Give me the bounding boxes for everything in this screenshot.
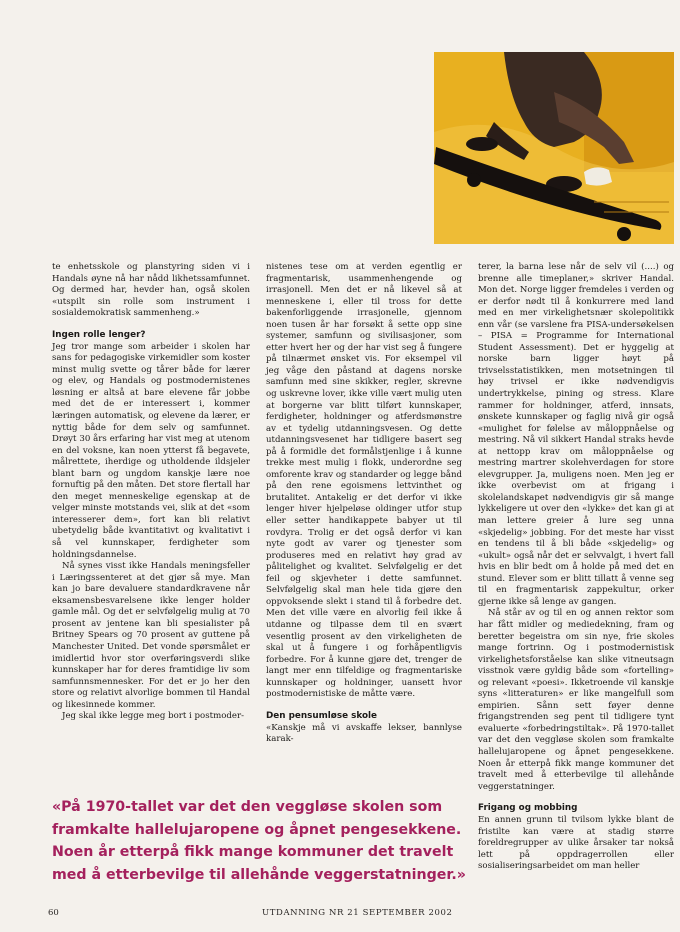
col2-paragraph-2: «Kanskje må vi avskaffe lekser, bannlyse karak-	[266, 722, 462, 745]
col3-paragraph-2: Nå står av og til en og annen rektor som har fått midler og mediedekning, fram og beretter begeistra om sin nye, frie skoles mange fortrinn. Og i postmodernistisk virkelighetsforståelse kan slike vitneutsagn visstnok være gyldig både som «fortelling» og relevant «poesi». Ikketroende vil kanskje syns «litteraturen» er like mangelfull som empirien. Sånn sett føyer denne frigangstrenden seg pent til tidligere tynt evaluerte «forbedringstiltak». På 1970-tallet var det den veggløse skolen som framkalte hallelujaropene og åpnet pengesekkene. Noen år etterpå fikk mange kommuner det travelt med å etterbevilge til allehånde veggerstatninger.	[478, 608, 674, 792]
col3-subheading: Frigang og mobbing	[478, 803, 578, 814]
page-number: 60	[48, 908, 59, 918]
column-1	[52, 262, 250, 723]
col1-intro-paragraph: te enhetsskole og planstyring siden vi i Handals øyne nå har nådd likhetssamfunnet. Og dermed har, hevder han, også skolen «utspilt sin rolle som instrument i sosialdemokratisk sammenheng.»	[52, 262, 250, 319]
col1-subheading: Ingen rolle lenger?	[52, 329, 146, 340]
col2-subheading: Den pensumløse skole	[266, 710, 377, 721]
col1-paragraph-3: Jeg skal ikke legge meg bort i postmoder-	[62, 711, 244, 722]
column-3	[478, 262, 674, 873]
col2-paragraph-1: nistenes tese om at verden egentlig er fragmentarisk, usammenhengende og irrasjonell. Men det er nå likevel så at menneskene i, eller til tross for dette bakenforliggende irrasjonelle, gjennom noen tusen år har forsøkt å sette opp sine systemer, samfunn og sivilisasjoner, som etter hvert her og der har vist seg å fungere på tilnærmet ønsket vis. For eksempel vil jeg våge den påstand at dagens norske samfunn med sine skikker, regler, skrevne og uskrevne lover, ikke ville vært mulig uten at borgerne var blitt tilført kunnskaper, ferdigheter, holdninger og atferdsmønstre av et tydelig utdanningsvesen. Og dette utdanningsvesenet har tidligere basert seg på å formidle det formålstjenlige i å kunne trekke mest mulig i flokk, underordne seg omforente krav og standarder og legge bånd på den rene egoismens lettvinthet og brutalitet. Antakelig er det derfor vi ikke lenger hiver hjelpeløse oldinger utfor stup eller setter handikappete babyer ut til rovdyra. Trolig er det også derfor vi kan nyte godt av varer og tjenester som produseres med en relativt høy grad av pålitelighet og kvalitet. Selvfølgelig er det feil og skjevheter i dette samfunnet. Selvfølgelig skal man hele tida gjøre den oppvoksende slekt i stand til å forbedre det. Men det ville være en alvorlig feil ikke å utdanne og tilpasse dem til en svært vesentlig prosent av den virkeligheten de skal ut å fungere i og forhåpentligvis forbedre. For å kunne gjøre det, trenger de langt mer enn tilfeldige og fragmentariske kunnskaper og holdninger, uansett hvor postmodernistiske de måtte være.	[266, 262, 462, 700]
col1-paragraph-2: Nå synes visst ikke Handals meningsfeller i Læringssenteret at det gjør så mye. Man kan jo bare devaluere standardkravene når eksamensbesvarelsene ikke lenger holder gamle mål. Og det er selvfølgelig mulig at 70 prosent av jentene kan bli spesialister på Britney Spears og 70 prosent av guttene på Manchester United. Det vonde spørsmålet er imidlertid hvor stor overføringsverdi slike kunnskaper har for deres framtidige liv som samfunnsmennesker. For det er jo her den store og relativt alvorlige bommen til Handal og likesinnede kommer.	[52, 561, 250, 710]
running-footer: UTDANNING NR 21 SEPTEMBER 2002	[262, 908, 453, 918]
skateboarder-photo	[434, 52, 674, 244]
col1-paragraph-1: Jeg tror mange som arbeider i skolen har sans for pedagogiske virkemidler som koster minst mulig svette og tårer både for lærer og elev, og Handals og postmodernistenes løsning er altså at bare elevene får jobbe med det de er interessert i, kommer læringen automatisk, og elevene da lærer, er nyttig både for dem selv og samfunnet. Drøyt 30 års erfaring har vist meg at utenom en del voksne, kan noen ytterst få begavete, målrettete, iherdige og utholdende ildsjeler blant barn og ungdom kanskje lære noe fornuftig på den måten. Det store flertall har den meget menneskelige egenskap at de velger minste motstands vei, slik at det «som interesserer dem», fort kan bli relativt ubetydelig både kvantitativt og kvalitativt i så vel kunnskaper, ferdigheter som holdningsdannelse.	[52, 341, 250, 560]
column-2	[266, 262, 462, 746]
pull-quote: «På 1970-tallet var det den veggløse skolen som framkalte hallelujaropene og åpnet pengesekkene. Noen år etterpå fikk mange kommuner det travelt med å etterbevilge til allehånde veggerstatninger.»	[52, 799, 466, 883]
col3-paragraph-3: En annen grunn til tvilsom lykke blant de fristilte kan være at stadig større foreldregrupper av ulike årsaker tar nokså lett på oppdragerrollen eller sosialiseringsarbeidet om man heller	[478, 815, 674, 872]
col3-paragraph-1: terer, la barna lese når de selv vil (....) og brenne alle timeplaner,» skriver Handal. Mon det. Norge ligger fremdeles i verden og er derfor nødt til å konkurrere med land med en mer virkelighetsnær skolepolitikk enn vår (se varslene fra PISA-undersøkelsen – PISA = Programme for International Student Assessment). Det er hyggelig at norske barn ligger høyt på trivselsstatistikken, men motsetningen til høy trivsel er ikke nødvendigvis undertrykkelse, pining og stress. Klare rammer for holdninger, atferd, innsats, ønskete kunnskaper og faglig nivå gir også «mulighet for følelse av måloppnåelse og mestring. Nå vil sikkert Handal straks hevde at nettopp krav om måloppnåelse og mestring martrer skolehverdagen for store elevgrupper. Ja, muligens noen. Men jeg er ikke overbevist om at frigang i skolelandskapet nødvendigvis gir så mange lykkeligere ut over den «lykke» det kan gi at man lettere greier å lure seg unna «skjedelig» jobbing. For det meste har visst en tendens til å bli både «skjedelig» og «ukult» også når det er selvvalgt, i hvert fall hvis en blir bedt om å holde på med det en stund. Elever som er blitt tillatt å venne seg til en fragmentarisk zappekultur, orker gjerne ikke så lenge av gangen.	[478, 262, 674, 607]
skateboarder-illustration	[434, 52, 674, 244]
